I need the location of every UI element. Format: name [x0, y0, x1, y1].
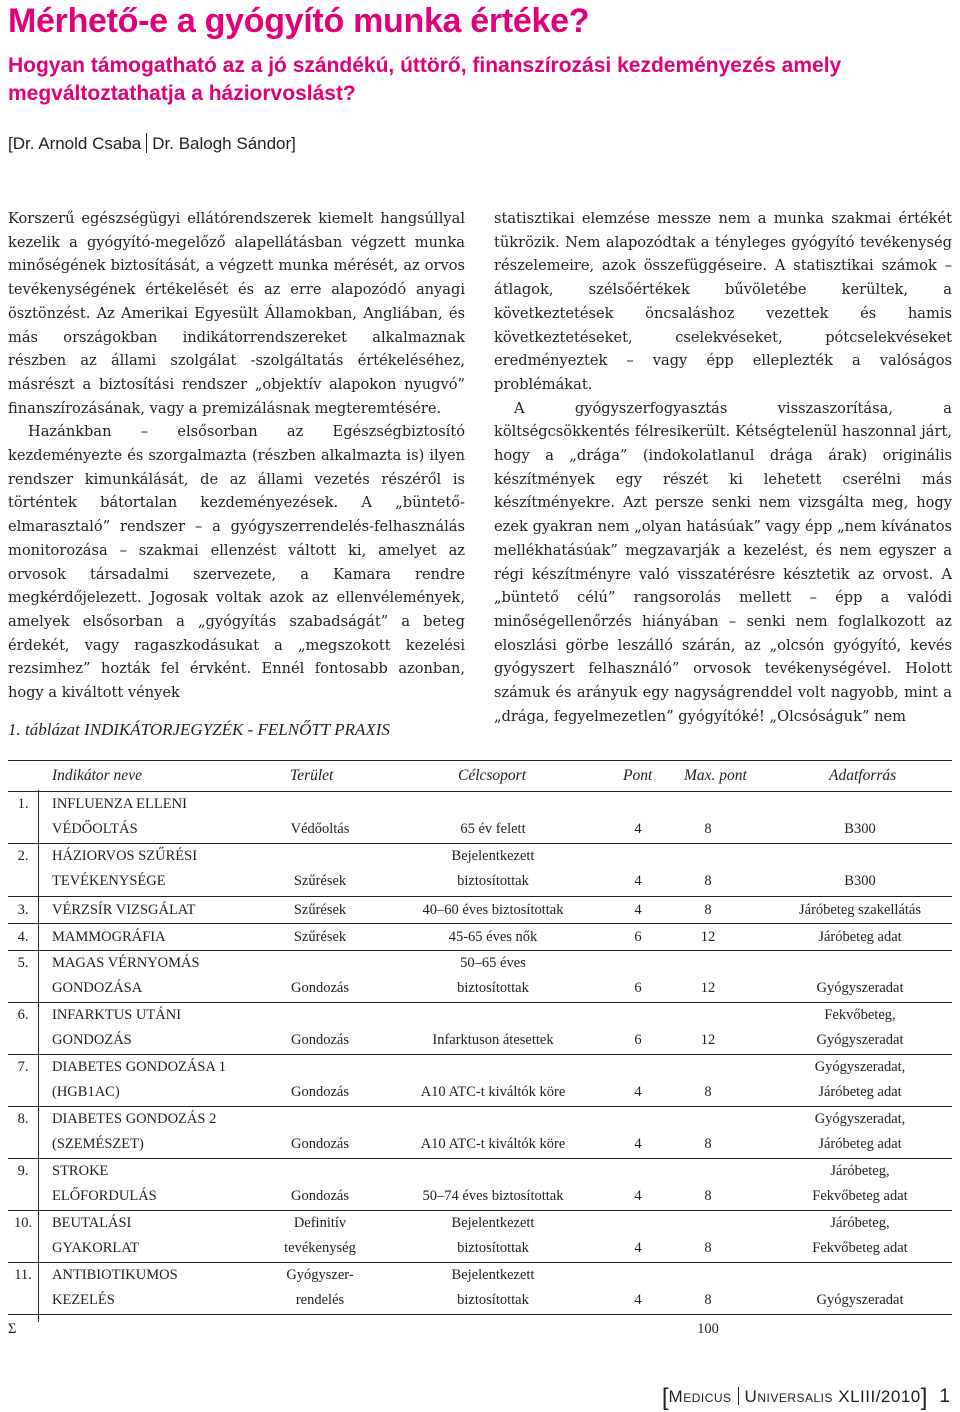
cell-name-line1: INFARKTUS UTÁNI	[52, 1007, 182, 1023]
header-indicator-name: Indikátor neve	[52, 767, 142, 784]
cell-name-line2: VÉDŐOLTÁS	[52, 821, 138, 837]
cell-name-line1: DIABETES GONDOZÁS 2	[52, 1111, 217, 1127]
cell-max-points: 12	[700, 1032, 716, 1048]
cell-src-line1: Járóbeteg,	[830, 1163, 890, 1179]
cell-target-line2: 50–74 éves biztosítottak	[422, 1188, 564, 1204]
cell-name-line1: DIABETES GONDOZÁSA 1	[52, 1059, 226, 1075]
row-number: 1.	[17, 796, 29, 812]
header-target-group: Célcsoport	[458, 767, 527, 784]
paragraph: A gyógyszerfogyasztás visszaszorítása, a költségcsökkentés félresikerült. Kétségtelenül haszonnal járt, hogy a „drága” (indokolatlanul drága árak) originális készítmények egy részét ki lehetett cserélni más készítményekre. Azt persze senki nem vizsgálta meg, hogy ezek gyakran nem „olyan hatásúak” vagy épp „nem kívánatos mellékhatásúak” megzavarják a kezelést, és nem egyszer a régi készítményre való visszatérésre késztetik az orvost. A „büntető célú” rangsorolás mellett – épp a valódi minőségellenőrzés hiányában – senki nem foglalkozott az eloszlási görbe leszálló szárán, az „olcsón gyógyító, kevés gyógyszert felhasználó” orvosok tevékenységével. Holott számuk és arányuk egy nagyságrenddel volt nagyobb, mint a „drága, fegyelmezetlen” gyógyítóké! „Olcsóságuk” nem	[494, 399, 952, 725]
cell-area-line2: Védőoltás	[290, 821, 350, 837]
cell-target-line2: biztosítottak	[457, 873, 529, 889]
cell-area-line2: rendelés	[295, 1292, 345, 1308]
row-number: 3.	[17, 902, 29, 918]
cell-src-line2: Gyógyszeradat	[816, 1032, 904, 1048]
cell-max-points: 8	[704, 1136, 712, 1152]
cell-target-line2: biztosítottak	[457, 980, 529, 996]
cell-name-line2: ELŐFORDULÁS	[52, 1188, 157, 1204]
cell-target-line1: Bejelentkezett	[451, 1215, 535, 1231]
footer-bracket-open: [	[661, 1384, 669, 1411]
column-divider	[38, 790, 39, 1322]
cell-src-line2: Fekvőbeteg adat	[812, 1188, 908, 1204]
cell-name-line2: TEVÉKENYSÉGE	[52, 873, 166, 889]
cell-area-line2: Gondozás	[291, 1084, 349, 1100]
cell-points: 4	[634, 821, 642, 837]
header-points: Pont	[623, 767, 653, 784]
cell-max-points: 8	[704, 1188, 712, 1204]
table-row	[8, 844, 952, 897]
cell-area-line2: Szűrések	[293, 873, 347, 889]
cell-name-line2: KEZELÉS	[52, 1292, 115, 1308]
cell-target-line1: Bejelentkezett	[451, 1267, 535, 1283]
cell-area-line2: tevékenység	[284, 1240, 356, 1256]
journal-series: Universalis XLIII/2010	[744, 1387, 921, 1406]
article-subtitle: Hogyan támogatható az a jó szándékú, úttörő, finanszírozási kezdeményezés amely megváltoztathatja a háziorvoslást?	[8, 54, 842, 105]
row-number: 4.	[17, 929, 29, 945]
cell-name-line1: MAGAS VÉRNYOMÁS	[52, 955, 200, 971]
sum-value: 100	[697, 1321, 719, 1337]
cell-target-line2: Infarktuson átesettek	[432, 1032, 554, 1048]
table-row	[8, 1159, 952, 1211]
cell-src-line2: Gyógyszeradat	[816, 1292, 904, 1308]
cell-name-line1: VÉRZSÍR VIZSGÁLAT	[52, 902, 196, 918]
cell-src-line1: Járóbeteg szakellátás	[799, 902, 921, 918]
cell-src-line1: Gyógyszeradat,	[814, 1111, 906, 1127]
author-line	[8, 133, 296, 154]
cell-points: 4	[634, 902, 642, 918]
cell-area-line2: Gondozás	[291, 1032, 349, 1048]
cell-src-line1: Járóbeteg adat	[818, 929, 902, 945]
page-number: 1	[939, 1386, 950, 1407]
cell-max-points: 8	[704, 821, 712, 837]
table-row	[8, 792, 952, 844]
row-number: 8.	[17, 1111, 29, 1127]
cell-src-line1: Gyógyszeradat,	[814, 1059, 906, 1075]
cell-name-line2: GONDOZÁS	[52, 1032, 132, 1048]
table-body	[8, 792, 952, 1315]
table-row	[8, 1263, 952, 1315]
cell-target-line2: biztosítottak	[457, 1240, 529, 1256]
table-caption: 1. táblázat INDIKÁTORJEGYZÉK - FELNŐTT PRAXIS	[8, 720, 390, 739]
cell-area-line1: Szűrések	[293, 929, 347, 945]
cell-max-points: 12	[700, 980, 716, 996]
author-separator	[146, 133, 147, 153]
cell-max-points: 12	[700, 929, 716, 945]
cell-name-line2: (SZEMÉSZET)	[52, 1136, 144, 1152]
cell-name-line1: INFLUENZA ELLENI	[52, 796, 187, 812]
row-number: 11.	[14, 1267, 32, 1283]
table-row	[8, 924, 952, 951]
cell-points: 4	[634, 1136, 642, 1152]
cell-area-line1: Gyógyszer-	[286, 1267, 354, 1283]
cell-target-line1: 40–60 éves biztosítottak	[422, 902, 564, 918]
author-2: Dr. Balogh Sándor]	[152, 134, 296, 153]
author-1: [Dr. Arnold Csaba	[8, 134, 142, 153]
cell-src-line1: Fekvőbeteg,	[824, 1007, 896, 1023]
cell-name-line1: ANTIBIOTIKUMOS	[52, 1267, 178, 1283]
cell-name-line1: HÁZIORVOS SZŰRÉSI	[52, 848, 198, 864]
row-number: 2.	[17, 848, 29, 864]
table-header	[8, 760, 952, 792]
cell-area-line2: Gondozás	[291, 1188, 349, 1204]
cell-target-line1: 45-65 éves nők	[448, 929, 538, 945]
cell-src-line2: Fekvőbeteg adat	[812, 1240, 908, 1256]
indicator-table	[8, 760, 952, 1343]
cell-area-line2: Gondozás	[291, 1136, 349, 1152]
row-number: 5.	[17, 955, 29, 971]
body-column-right	[494, 207, 952, 728]
cell-src-line2: Járóbeteg adat	[818, 1136, 902, 1152]
cell-points: 6	[634, 1032, 642, 1048]
cell-points: 4	[634, 1188, 642, 1204]
body-column-left	[8, 207, 465, 705]
header-data-source: Adatforrás	[829, 767, 897, 784]
cell-target-line2: A10 ATC-t kiváltók köre	[420, 1136, 566, 1152]
cell-name-line1: MAMMOGRÁFIA	[52, 929, 166, 945]
paragraph: Hazánkban – elsősorban az Egészségbiztosító kezdeményezte és szorgalmazta (részben alkalmazta is) ilyen rendszer kimunkálását, de az állami vezetés részéről is történtek bátortalan kezdeményezések. A „büntető-elmarasztaló” rendszer – a gyógyszerrendelés-felhasználás monitorozása – szakmai ellenzést váltott ki, amelyet az orvosok társadalmi szervezete, a Kamara rendre megkérdőjelezett. Jogosak voltak azok az ellenvélemények, amelyek elsősorban a „gyógyítás szabadságát” a beteg érdekét, vagy ragaszkodásukat a „megszokott kezelési rezsimhez” hozták fel érvként. Ennél fontosabb azonban, hogy a kiváltott vények	[8, 423, 465, 702]
table-row	[8, 897, 952, 924]
cell-max-points: 8	[704, 1240, 712, 1256]
cell-points: 6	[634, 929, 642, 945]
cell-max-points: 8	[704, 902, 712, 918]
cell-area-line1: Definitív	[293, 1215, 347, 1231]
cell-target-line2: biztosítottak	[457, 1292, 529, 1308]
cell-points: 4	[634, 1292, 642, 1308]
cell-src-line2: Gyógyszeradat	[816, 980, 904, 996]
table-row	[8, 1211, 952, 1263]
journal-name: Medicus	[668, 1387, 732, 1406]
row-number: 7.	[17, 1059, 29, 1075]
cell-name-line2: (HGB1AC)	[52, 1084, 120, 1100]
cell-target-line1: 50–65 éves	[460, 955, 526, 971]
row-number: 9.	[17, 1163, 29, 1179]
paragraph: Korszerű egészségügyi ellátórendszerek kiemelt hangsúllyal kezelik a gyógyító-megelőző alapellátásban végzett munka minőségének biztosítását, a végzett munka mérését, az orvos tevékenységének értékelését és az erre alapozódó anyagi ösztönzést. Az Amerikai Egyesült Államokban, Angliában, és más országokban indikátorrendszereket alkalmaznak részben az állami szolgálat -szolgáltatás értékeléséhez, másrészt a biztosítási rendszer „objektív alapokon nyugvó” finanszírozásának, vagy a premizálásnak megteremtésére.	[8, 210, 465, 417]
cell-target-line2: A10 ATC-t kiváltók köre	[420, 1084, 566, 1100]
sum-row	[8, 1315, 952, 1343]
cell-src-line2: B300	[844, 821, 876, 837]
table-row	[8, 951, 952, 1003]
cell-max-points: 8	[704, 1084, 712, 1100]
cell-target-line1: Bejelentkezett	[451, 848, 535, 864]
cell-name-line1: STROKE	[52, 1163, 109, 1179]
cell-name-line2: GONDOZÁSA	[52, 980, 143, 996]
cell-src-line2: B300	[844, 873, 876, 889]
header-area: Terület	[290, 767, 334, 784]
row-number: 6.	[17, 1007, 29, 1023]
row-number: 10.	[13, 1215, 33, 1231]
cell-src-line1: Járóbeteg,	[830, 1215, 890, 1231]
cell-points: 4	[634, 1240, 642, 1256]
article-title: Mérhető-e a gyógyító munka értéke?	[8, 2, 590, 40]
cell-name-line1: BEUTALÁSI	[52, 1215, 132, 1231]
cell-points: 4	[634, 1084, 642, 1100]
footer-separator	[738, 1387, 739, 1405]
cell-max-points: 8	[704, 873, 712, 889]
footer-bracket-close: ]	[920, 1384, 928, 1411]
table-row	[8, 1107, 952, 1159]
cell-max-points: 8	[704, 1292, 712, 1308]
paragraph: statisztikai elemzése messze nem a munka szakmai értékét tükrözik. Nem alapozódtak a tényleges gyógyító tevékenység részelemeire, azok összefüggéseire. A statisztikai számok – átlagok, szélsőértékek bűvöletébe kerültek, a következtetések öncsaláshoz vezettek és hamis következtetéseket, cselekvéseket, pótcselekvéseket eredményeztek – vagy épp elleplezték a valóságos problémákat.	[494, 210, 952, 393]
cell-src-line2: Járóbeteg adat	[818, 1084, 902, 1100]
cell-points: 6	[634, 980, 642, 996]
table-row	[8, 1003, 952, 1055]
cell-area-line2: Gondozás	[291, 980, 349, 996]
cell-area-line1: Szűrések	[293, 902, 347, 918]
cell-name-line2: GYAKORLAT	[52, 1240, 139, 1256]
cell-target-line2: 65 év felett	[460, 821, 526, 837]
sum-symbol: Σ	[8, 1321, 17, 1337]
cell-points: 4	[634, 873, 642, 889]
table-row	[8, 1055, 952, 1107]
header-max-points: Max. pont	[684, 767, 747, 784]
